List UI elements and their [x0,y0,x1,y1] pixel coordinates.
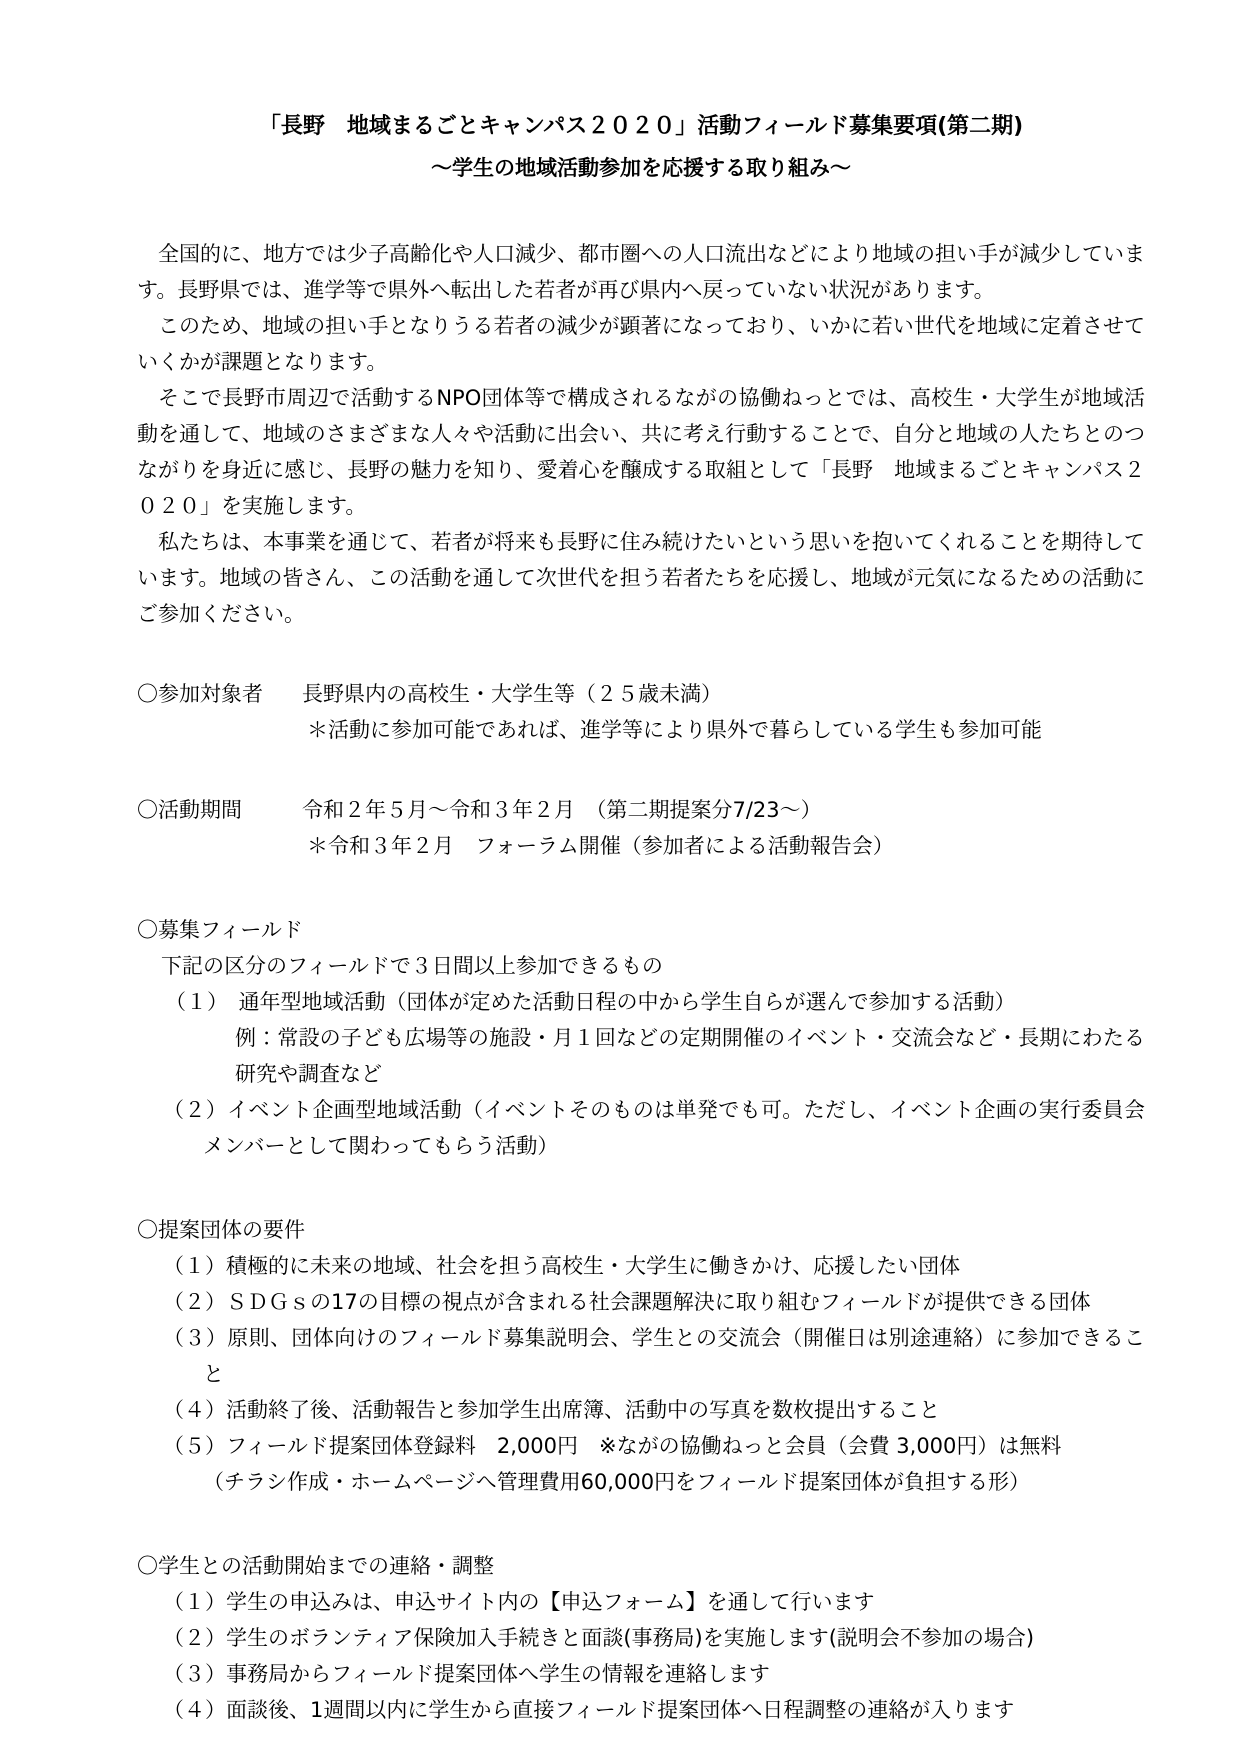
coordination-item-2: （２）学生のボランティア保険加入手続きと面談(事務局)を実施します(説明会不参加の場合) [163,1626,1035,1650]
intro-paragraph-4: 私たちは、本事業を通じて、若者が将来も長野に住み続けたいという思いを抱いてくれることを期待しています。地域の皆さん、この活動を通して次世代を担う若者たちを応援し、地域が元気になるための活動にご参加ください。 [137,530,1145,626]
requirements-item-4: （４）活動終了後、活動報告と参加学生出席簿、活動中の写真を数枚提出すること [163,1398,940,1422]
intro-paragraph-2: このため、地域の担い手となりうる若者の減少が顕著になっており、いかに若い世代を地域に定着させていくかが課題となります。 [137,314,1145,374]
participants-note: ＊活動に参加可能であれば、進学等により県外で暮らしている学生も参加可能 [307,718,1042,742]
fields-condition: 下記の区分のフィールドで３日間以上参加できるもの [161,954,663,978]
intro-paragraph-3: そこで長野市周辺で活動するNPO団体等で構成されるながの協働ねっとでは、高校生・大学生が地域活動を通して、地域のさまざまな人々や活動に出会い、共に考え行動することで、自分と地域の人たちとのつながりを身近に感じ、長野の魅力を知り、愛着心を醸成する取組として「長野 地域まるごとキャンパス２０２０」を実施します。 [137,386,1145,518]
participants-body [302,676,1145,748]
coordination-item-4: （４）面談後、1週間以内に学生から直接フィールド提案団体へ日程調整の連絡が入ります [163,1698,1015,1722]
document-title: 「長野 地域まるごとキャンパス２０２０」活動フィールド募集要項(第二期) [258,114,1024,139]
period-value: 令和２年５月～令和３年２月 （第二期提案分7/23～） [302,798,822,822]
requirements-item-5: （５）フィールド提案団体登録料 2,000円 ※ながの協働ねっと会員（会費 3,000円）は無料 [163,1434,1062,1458]
requirements-item-3: （３）原則、団体向けのフィールド募集説明会、学生との交流会（開催日は別途連絡）に参加できること [163,1326,1145,1386]
intro-section [137,236,1145,632]
requirements-item-2: （２）ＳＤＧｓの17の目標の視点が含まれる社会課題解決に取り組むフィールドが提供できる団体 [163,1290,1091,1314]
document-subtitle: ～学生の地域活動参加を応援する取り組み～ [431,156,851,180]
requirements-item-5-supplement: （チラシ作成・ホームページへ管理費用60,000円をフィールド提案団体が負担する形） [203,1470,1030,1494]
intro-paragraph-1: 全国的に、地方では少子高齢化や人口減少、都市圏への人口流出などにより地域の担い手が減少しています。長野県では、進学等で県外へ転出した若者が再び県内へ戻っていない状況があります。 [137,242,1145,302]
fields-item-1: （１） 通年型地域活動（団体が定めた活動日程の中から学生自らが選んで参加する活動） [165,990,1016,1014]
section-participants [137,676,1145,748]
participants-value: 長野県内の高校生・大学生等（２５歳未満） [302,682,722,706]
section-fields [137,912,1145,1164]
period-body [302,792,1145,864]
section-period [137,792,1145,864]
requirements-heading: 〇提案団体の要件 [137,1218,305,1242]
section-requirements [137,1212,1145,1500]
coordination-heading: 〇学生との活動開始までの連絡・調整 [137,1554,494,1578]
fields-item-1-example: 例：常設の子ども広場等の施設・月１回などの定期開催のイベント・交流会など・長期にわたる研究や調査など [235,1026,1145,1086]
fields-heading: 〇募集フィールド [137,918,303,942]
requirements-item-1: （１）積極的に未来の地域、社会を担う高校生・大学生に働きかけ、応援したい団体 [163,1254,961,1278]
period-heading: 〇活動期間 [137,798,242,822]
coordination-item-1: （１）学生の申込みは、申込サイト内の【申込フォーム】を通して行います [163,1590,875,1614]
coordination-item-3: （３）事務局からフィールド提案団体へ学生の情報を連絡します [163,1662,770,1686]
fields-item-2: （２）イベント企画型地域活動（イベントそのものは単発でも可。ただし、イベント企画の実行委員会メンバーとして関わってもらう活動） [163,1098,1145,1158]
section-coordination [137,1548,1145,1728]
period-note: ＊令和３年２月 フォーラム開催（参加者による活動報告会） [307,834,894,858]
participants-heading: 〇参加対象者 [137,682,263,706]
